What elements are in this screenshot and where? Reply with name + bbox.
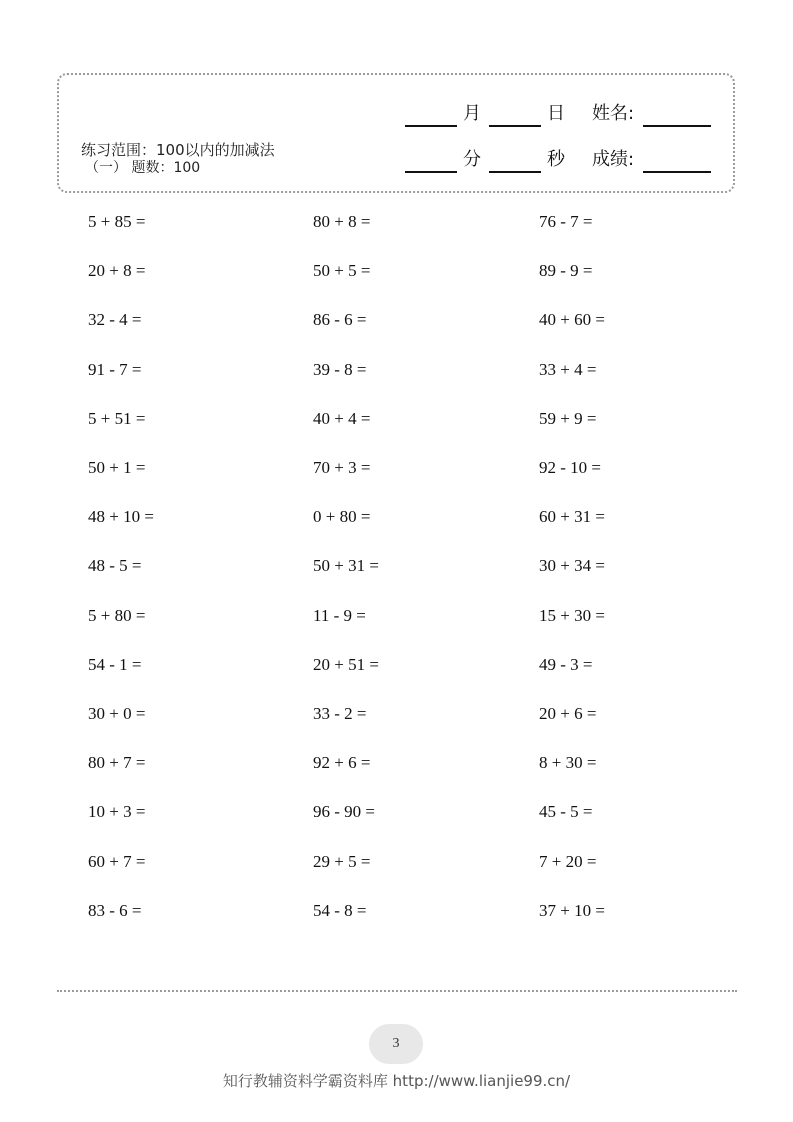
worksheet-header bbox=[57, 73, 735, 193]
math-problem: 83 - 6 = bbox=[88, 901, 142, 920]
math-problem: 50 + 31 = bbox=[313, 556, 379, 575]
math-problem: 11 - 9 = bbox=[313, 606, 366, 625]
math-problem: 76 - 7 = bbox=[539, 212, 593, 231]
math-problem: 80 + 7 = bbox=[88, 753, 146, 772]
math-problem: 60 + 31 = bbox=[539, 507, 605, 526]
math-problem: 20 + 51 = bbox=[313, 655, 379, 674]
math-problem: 10 + 3 = bbox=[88, 802, 146, 821]
minute-blank[interactable] bbox=[405, 171, 457, 173]
math-problem: 54 - 8 = bbox=[313, 901, 367, 920]
date-name-row bbox=[405, 101, 715, 131]
score-label: 成绩: bbox=[592, 149, 635, 170]
math-problem: 30 + 34 = bbox=[539, 556, 605, 575]
math-problem: 5 + 80 = bbox=[88, 606, 146, 625]
math-problem: 32 - 4 = bbox=[88, 310, 142, 329]
math-problem: 50 + 1 = bbox=[88, 458, 146, 477]
page-number: 3 bbox=[369, 1024, 423, 1064]
math-problem: 20 + 6 = bbox=[539, 704, 597, 723]
name-blank[interactable] bbox=[643, 125, 711, 127]
math-problem: 50 + 5 = bbox=[313, 261, 371, 280]
math-problem: 33 - 2 = bbox=[313, 704, 367, 723]
range-line-1: 练习范围：100以内的加减法 bbox=[81, 141, 275, 159]
math-problem: 40 + 60 = bbox=[539, 310, 605, 329]
math-problem: 92 + 6 = bbox=[313, 753, 371, 772]
math-problem: 48 - 5 = bbox=[88, 556, 142, 575]
math-problem: 48 + 10 = bbox=[88, 507, 154, 526]
score-blank[interactable] bbox=[643, 171, 711, 173]
second-blank[interactable] bbox=[489, 171, 541, 173]
math-problem: 33 + 4 = bbox=[539, 360, 597, 379]
math-problem: 29 + 5 = bbox=[313, 852, 371, 871]
math-problem: 60 + 7 = bbox=[88, 852, 146, 871]
math-problem: 0 + 80 = bbox=[313, 507, 371, 526]
math-problem: 5 + 85 = bbox=[88, 212, 146, 231]
math-problem: 15 + 30 = bbox=[539, 606, 605, 625]
math-problem: 92 - 10 = bbox=[539, 458, 601, 477]
math-problem: 8 + 30 = bbox=[539, 753, 597, 772]
math-problem: 49 - 3 = bbox=[539, 655, 593, 674]
math-problem: 70 + 3 = bbox=[313, 458, 371, 477]
footer-source: 知行教辅资料学霸资料库 http://www.lianjie99.cn/ bbox=[222, 1072, 571, 1090]
student-info-fields bbox=[405, 95, 715, 185]
second-label: 秒 bbox=[547, 149, 565, 170]
math-problem: 7 + 20 = bbox=[539, 852, 597, 871]
math-problem: 39 - 8 = bbox=[313, 360, 367, 379]
math-problem: 45 - 5 = bbox=[539, 802, 593, 821]
math-problem: 40 + 4 = bbox=[313, 409, 371, 428]
day-label: 日 bbox=[547, 103, 565, 124]
math-problem: 96 - 90 = bbox=[313, 802, 375, 821]
name-label: 姓名: bbox=[592, 103, 635, 124]
month-label: 月 bbox=[463, 103, 481, 124]
divider bbox=[57, 990, 737, 992]
minute-label: 分 bbox=[463, 149, 481, 170]
math-problem: 5 + 51 = bbox=[88, 409, 146, 428]
math-problem: 20 + 8 = bbox=[88, 261, 146, 280]
math-problem: 86 - 6 = bbox=[313, 310, 367, 329]
month-blank[interactable] bbox=[405, 125, 457, 127]
math-problem: 80 + 8 = bbox=[313, 212, 371, 231]
math-problem: 89 - 9 = bbox=[539, 261, 593, 280]
range-line-2: （一） 题数：100 bbox=[85, 160, 201, 176]
time-score-row bbox=[405, 147, 715, 177]
practice-range bbox=[81, 141, 275, 177]
math-problem: 91 - 7 = bbox=[88, 360, 142, 379]
math-problem: 54 - 1 = bbox=[88, 655, 142, 674]
math-problem: 30 + 0 = bbox=[88, 704, 146, 723]
day-blank[interactable] bbox=[489, 125, 541, 127]
math-problem: 37 + 10 = bbox=[539, 901, 605, 920]
math-problem: 59 + 9 = bbox=[539, 409, 597, 428]
